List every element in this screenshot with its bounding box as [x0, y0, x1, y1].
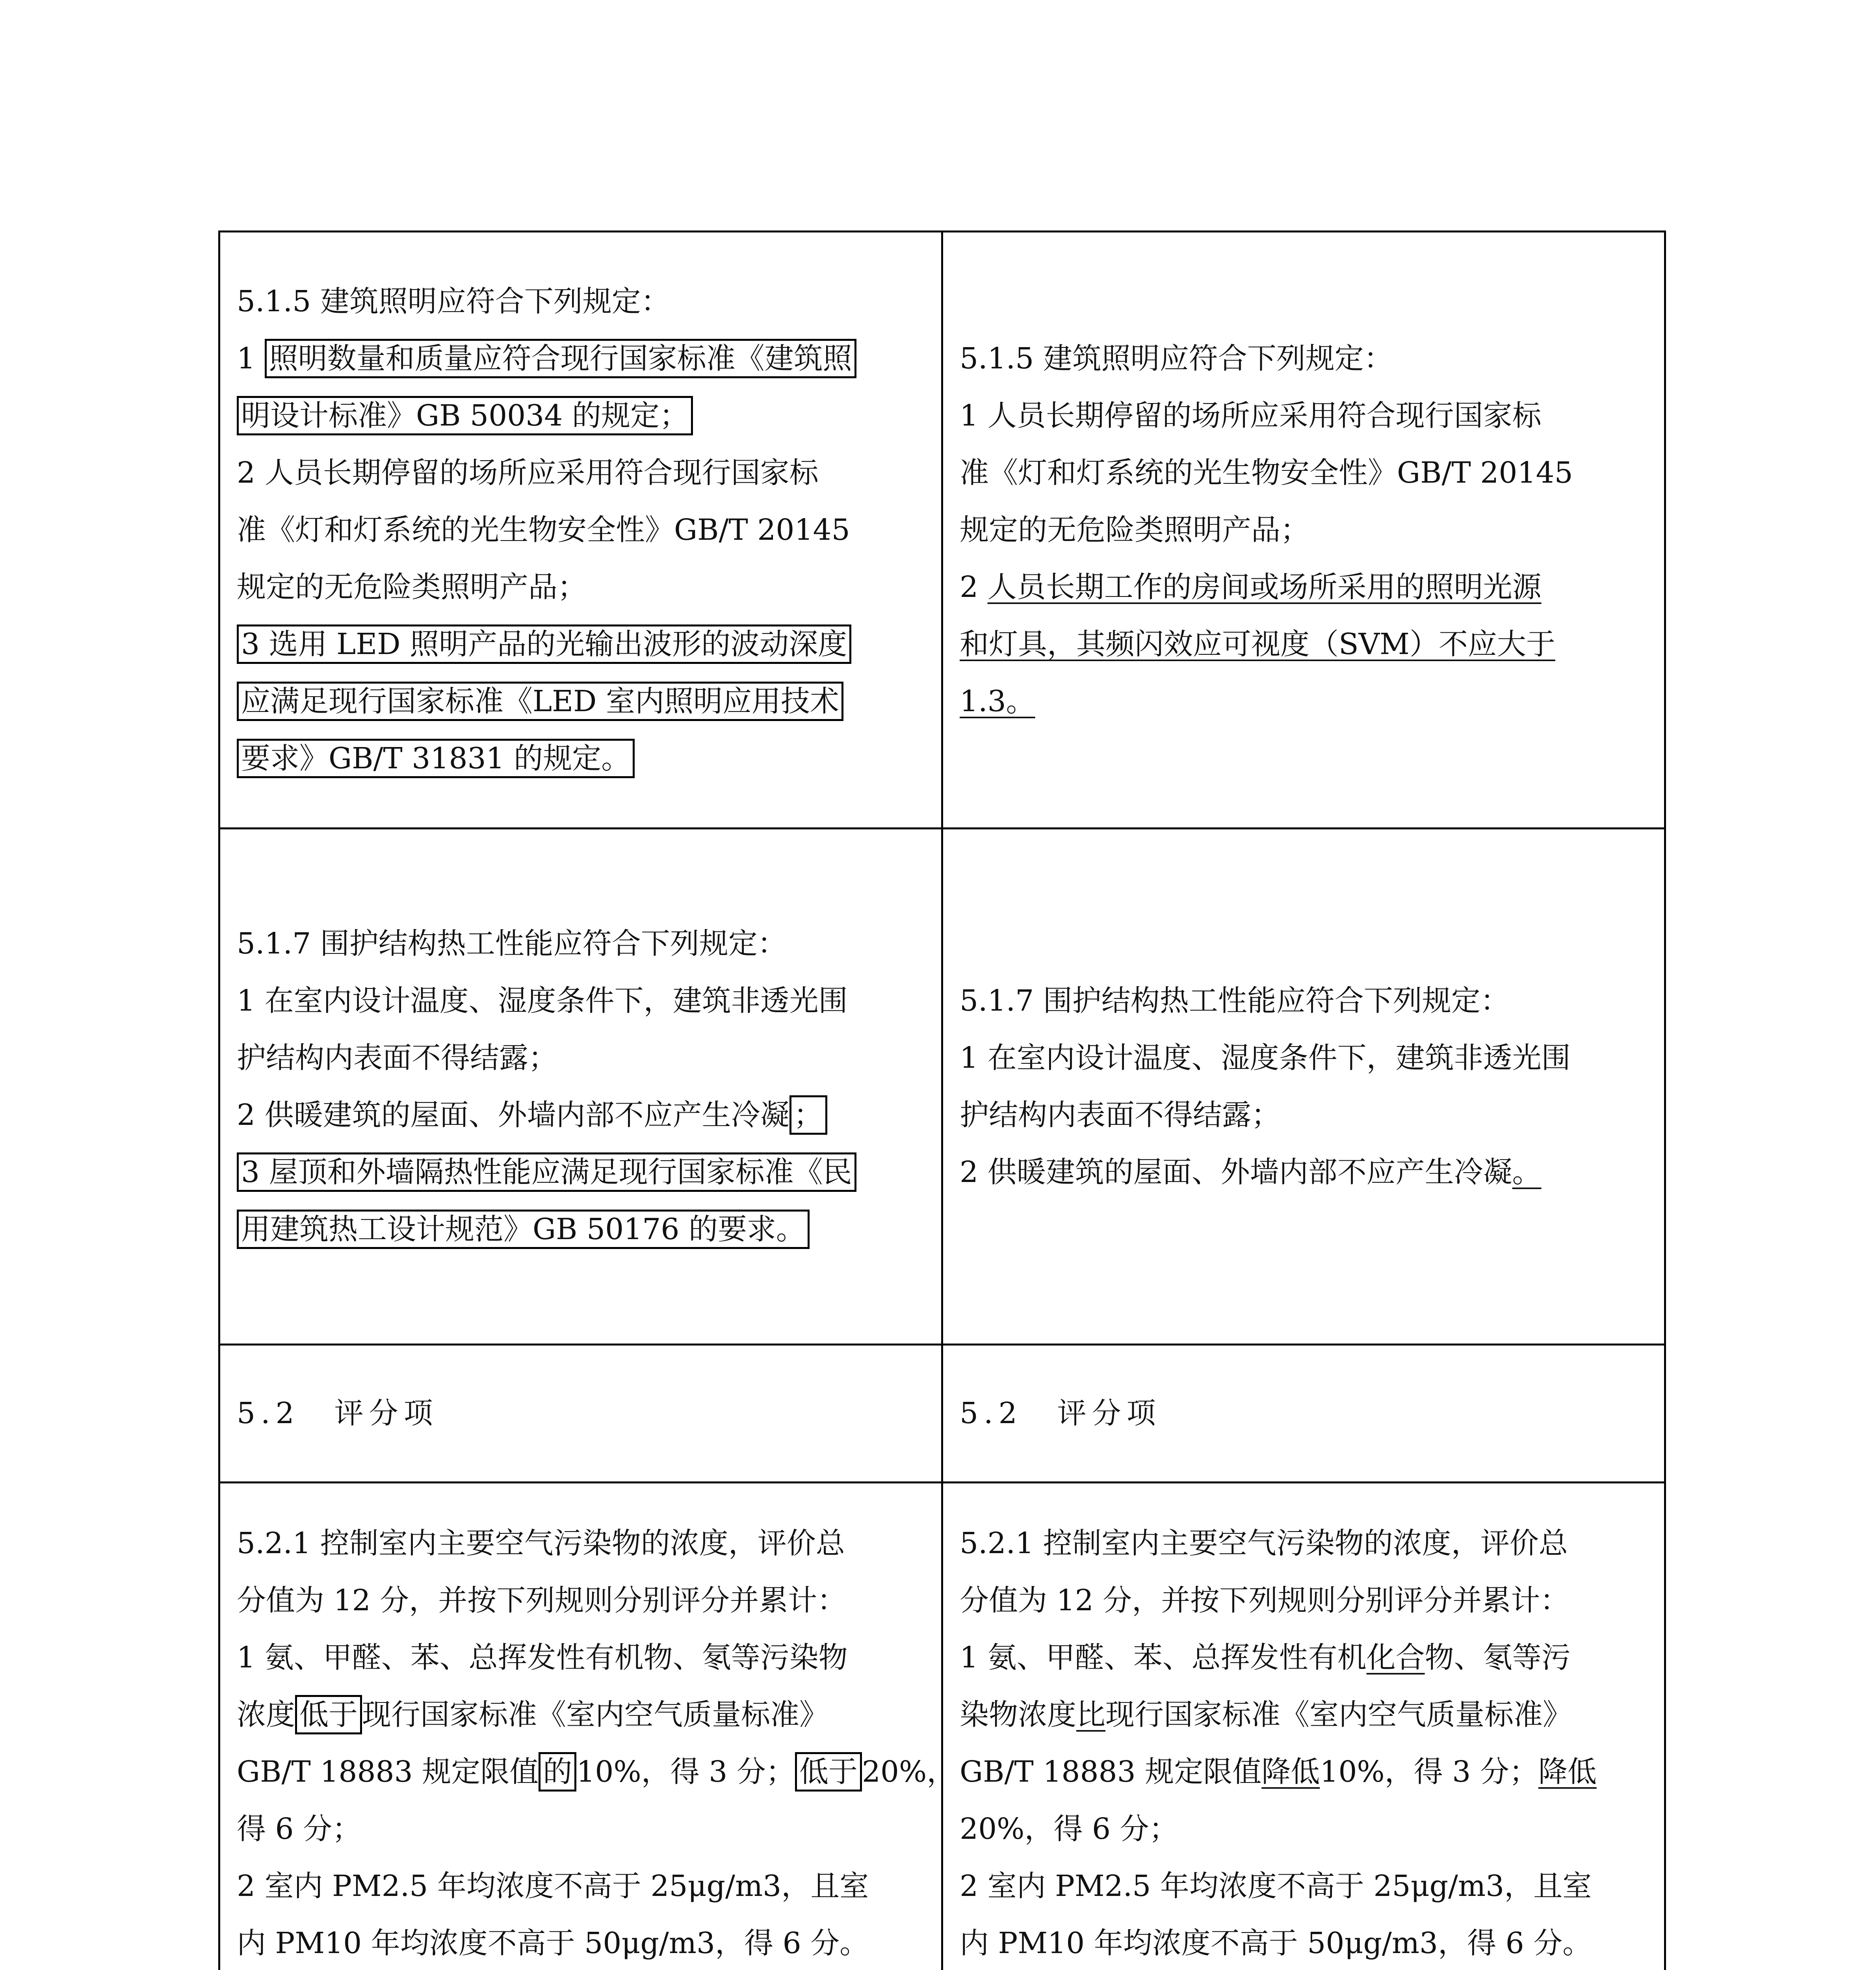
clause-item: 2 供暖建筑的屋面、外墙内部不应产生冷凝。 — [960, 1155, 1542, 1189]
clause-item: 内 PM10 年均浓度不高于 50μg/m3，得 6 分。 — [237, 1926, 869, 1960]
clause-item: 20%，得 6 分； — [960, 1812, 1178, 1846]
clause-item — [237, 616, 925, 673]
right-cell-5-2-1 — [942, 1483, 1665, 1970]
underlined-text: 人员长期工作的房间或场所采用的照明光源 — [987, 570, 1542, 604]
clause-item: 内 PM10 年均浓度不高于 50μg/m3，得 6 分。 — [960, 1926, 1592, 1960]
clause-item: 2 室内 PM2.5 年均浓度不高于 25μg/m3，且室 — [960, 1869, 1592, 1903]
clause-title: 5.1.7 围护结构热工性能应符合下列规定： — [237, 926, 787, 961]
clause-title: 5.2.1 控制室内主要空气污染物的浓度，评价总 — [237, 1526, 845, 1560]
boxed-text: 明设计标准》GB 50034 的规定； — [237, 396, 693, 435]
table-row — [219, 1345, 1665, 1483]
clause-item: GB/T 18883 规定限值 的 10%，得 3 分； 低于 20%， — [237, 1743, 925, 1801]
comparison-table — [218, 230, 1666, 1970]
underlined-text: 1.3。 — [960, 684, 1035, 718]
table-row — [219, 232, 1665, 829]
clause-item: 1 氨、甲醛、苯、总挥发性有机化合物、氡等污 — [960, 1641, 1571, 1674]
left-section-heading: 5.2 评分项 — [219, 1345, 942, 1483]
clause-item: 准《灯和灯系统的光生物安全性》GB/T 20145 — [960, 455, 1573, 490]
clause-item: 2 室内 PM2.5 年均浓度不高于 25μg/m3，且室 — [237, 1869, 869, 1903]
underlined-text: 和灯具，其频闪效应可视度（SVM）不应大于 — [960, 627, 1555, 661]
clause-title: 5.1.5 建筑照明应符合下列规定： — [237, 284, 670, 318]
clause-item: 2 供暖建筑的屋面、外墙内部不应产生冷凝 ； — [237, 1087, 925, 1144]
clause-title: 5.1.5 建筑照明应符合下列规定： — [960, 341, 1393, 375]
table-row — [219, 829, 1665, 1345]
left-cell-5-2-1 — [219, 1483, 956, 1970]
clause-item: 规定的无危险类照明产品； — [960, 513, 1309, 547]
clause-item — [237, 1201, 925, 1258]
clause-item: 准《灯和灯系统的光生物安全性》GB/T 20145 — [237, 513, 850, 547]
clause-item — [237, 730, 925, 787]
item-number: 1 — [237, 341, 256, 375]
boxed-text: 的 — [539, 1752, 576, 1792]
underlined-text: 降低 — [1538, 1755, 1597, 1789]
left-cell-5-1-7 — [219, 829, 942, 1345]
clause-title: 5.1.7 围护结构热工性能应符合下列规定： — [960, 983, 1510, 1018]
clause-item: 1 在室内设计温度、湿度条件下，建筑非透光围 — [237, 983, 848, 1018]
clause-item: 规定的无危险类照明产品； — [237, 570, 587, 604]
clause-item: 2 人员长期停留的场所应采用符合现行国家标 — [237, 455, 819, 490]
clause-item — [960, 673, 1648, 730]
clause-item: 染物浓度比现行国家标准《室内空气质量标准》 — [960, 1698, 1572, 1732]
clause-text: 分值为 12 分，并按下列规则分别评分并累计： — [237, 1583, 847, 1617]
right-section-heading: 5.2 评分项 — [942, 1345, 1665, 1483]
boxed-text: 照明数量和质量应符合现行国家标准《建筑照 — [265, 339, 856, 378]
clause-item — [237, 1144, 925, 1201]
clause-item: 护结构内表面不得结露； — [237, 1041, 557, 1075]
clause-text: 分值为 12 分，并按下列规则分别评分并累计： — [960, 1583, 1570, 1617]
clause-item — [237, 387, 925, 444]
clause-item: 1 人员长期停留的场所应采用符合现行国家标 — [960, 398, 1542, 433]
clause-item: 1 在室内设计温度、湿度条件下，建筑非透光围 — [960, 1041, 1571, 1075]
clause-item — [237, 673, 925, 730]
clause-item: 得 6 分； — [237, 1812, 362, 1846]
underlined-text: 。 — [1512, 1155, 1542, 1189]
clause-item: 1 氨、甲醛、苯、总挥发性有机物、氡等污染物 — [237, 1641, 848, 1674]
item-number: 2 — [960, 570, 988, 604]
boxed-text: 3 选用 LED 照明产品的光输出波形的波动深度 — [237, 624, 851, 664]
clause-item: 浓度 低于 现行国家标准《室内空气质量标准》 — [237, 1686, 925, 1743]
boxed-text: 低于 — [795, 1752, 862, 1792]
boxed-text: 应满足现行国家标准《LED 室内照明应用技术 — [237, 682, 843, 721]
underlined-text: 化合 — [1366, 1641, 1425, 1674]
clause-item — [960, 559, 1648, 616]
left-cell-5-1-5 — [219, 232, 942, 829]
boxed-text: 要求》GB/T 31831 的规定。 — [237, 739, 635, 778]
right-cell-5-1-7 — [942, 829, 1665, 1345]
boxed-text: 3 屋顶和外墙隔热性能应满足现行国家标准《民 — [237, 1152, 856, 1192]
underlined-text: 降低 — [1261, 1755, 1320, 1789]
boxed-text: 低于 — [295, 1695, 362, 1734]
underlined-text: 比 — [1076, 1698, 1105, 1732]
boxed-text: ； — [789, 1095, 827, 1135]
clause-title: 5.2.1 控制室内主要空气污染物的浓度，评价总 — [960, 1526, 1568, 1560]
clause-item — [960, 616, 1648, 673]
boxed-text: 用建筑热工设计规范》GB 50176 的要求。 — [237, 1210, 810, 1249]
right-cell-5-1-5 — [942, 232, 1665, 829]
clause-item: 护结构内表面不得结露； — [960, 1098, 1280, 1132]
clause-item — [237, 330, 925, 387]
clause-item: GB/T 18883 规定限值降低10%，得 3 分；降低 — [960, 1755, 1597, 1789]
table-row — [219, 1483, 1665, 1970]
